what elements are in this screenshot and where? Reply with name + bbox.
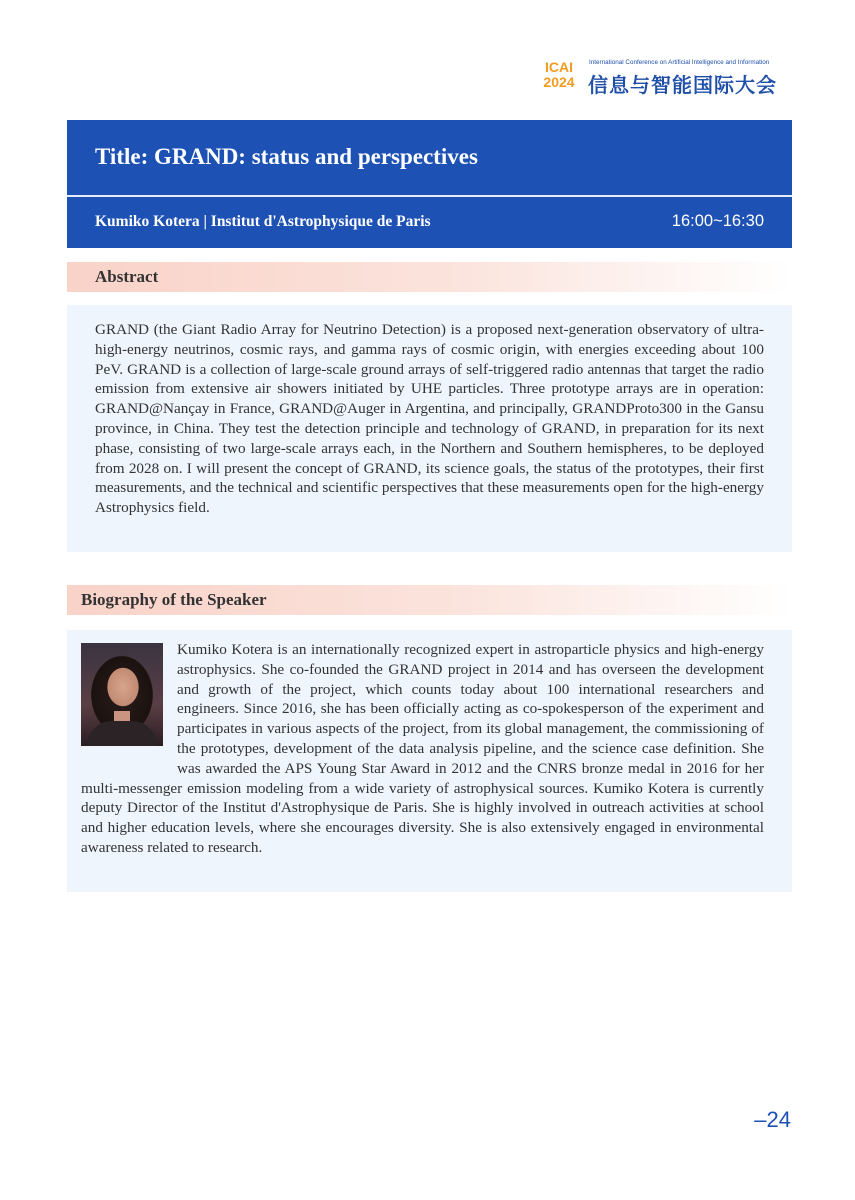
talk-time: 16:00~16:30	[671, 212, 764, 230]
logo-year: 2024	[543, 74, 575, 90]
talk-title: Title: GRAND: status and perspectives	[95, 144, 478, 169]
logo-chinese-name: 信息与智能国际大会	[588, 73, 777, 97]
biography-heading: Biography of the Speaker	[81, 590, 267, 609]
abstract-box	[67, 305, 792, 552]
biography-text: Kumiko Kotera is an internationally recognized expert in astroparticle physics and high-energy astrophysics. She co-founded the GRAND project in 2014 and has overseen the development and growth of the project, which counts today about 100 international researchers and engineers. Since 2016, she has been officially acting as co-spokesperson of the experiment and participates in various aspects of the project, from its global management, the commissioning of the prototypes, development of the data analysis pipeline, and the science case definition. She was awarded the APS Young Star Award in 2012 and the CNRS bronze medal in 2016 for her multi-messenger emission modeling from a wide variety of astrophysical sources. Kumiko Kotera is currently deputy Director of the Institut d'Astrophysique de Paris. She is highly involved in outreach activities at school and higher education levels, where she encourages diversity. She is also extensively engaged in environmental awareness related to research.	[81, 641, 764, 856]
speaker-affiliation: Kumiko Kotera | Institut d'Astrophysique de Paris	[95, 213, 431, 230]
abstract-text: GRAND (the Giant Radio Array for Neutrino Detection) is a proposed next-generation observatory of ultra-high-energy neutrinos, cosmic rays, and gamma rays of cosmic origin, with energies exceeding about 100 PeV. GRAND is a collection of large-scale ground arrays of self-triggered radio antennas that target the radio emission from extensive air showers initiated by UHE particles. Three prototype arrays are in operation: GRAND@Nançay in France, GRAND@Auger in Argentina, and principally, GRANDProto300 in the Gansu province, in China. They test the detection principle and technology of GRAND, in preparation for its next phase, consisting of two large-scale arrays each, in the Northern and Southern hemispheres, to be deployed from 2028 on. I will present the concept of GRAND, its science goals, the status of the prototypes, their first measurements, and the technical and scientific perspectives that these measurements open for the high-energy Astrophysics field.	[95, 321, 764, 517]
biography-text-block	[81, 640, 764, 858]
logo-code: ICAI	[545, 59, 573, 75]
logo-mark	[538, 60, 580, 90]
page-number: –24	[754, 1107, 791, 1132]
biography-box	[67, 630, 792, 892]
conference-logo	[538, 58, 792, 96]
logo-english-name: International Conference on Artificial Intelligence and Information	[589, 59, 770, 66]
abstract-header	[67, 262, 792, 292]
banner-divider	[67, 195, 792, 197]
title-banner	[67, 120, 792, 248]
abstract-heading: Abstract	[95, 267, 159, 286]
biography-header	[67, 585, 792, 615]
